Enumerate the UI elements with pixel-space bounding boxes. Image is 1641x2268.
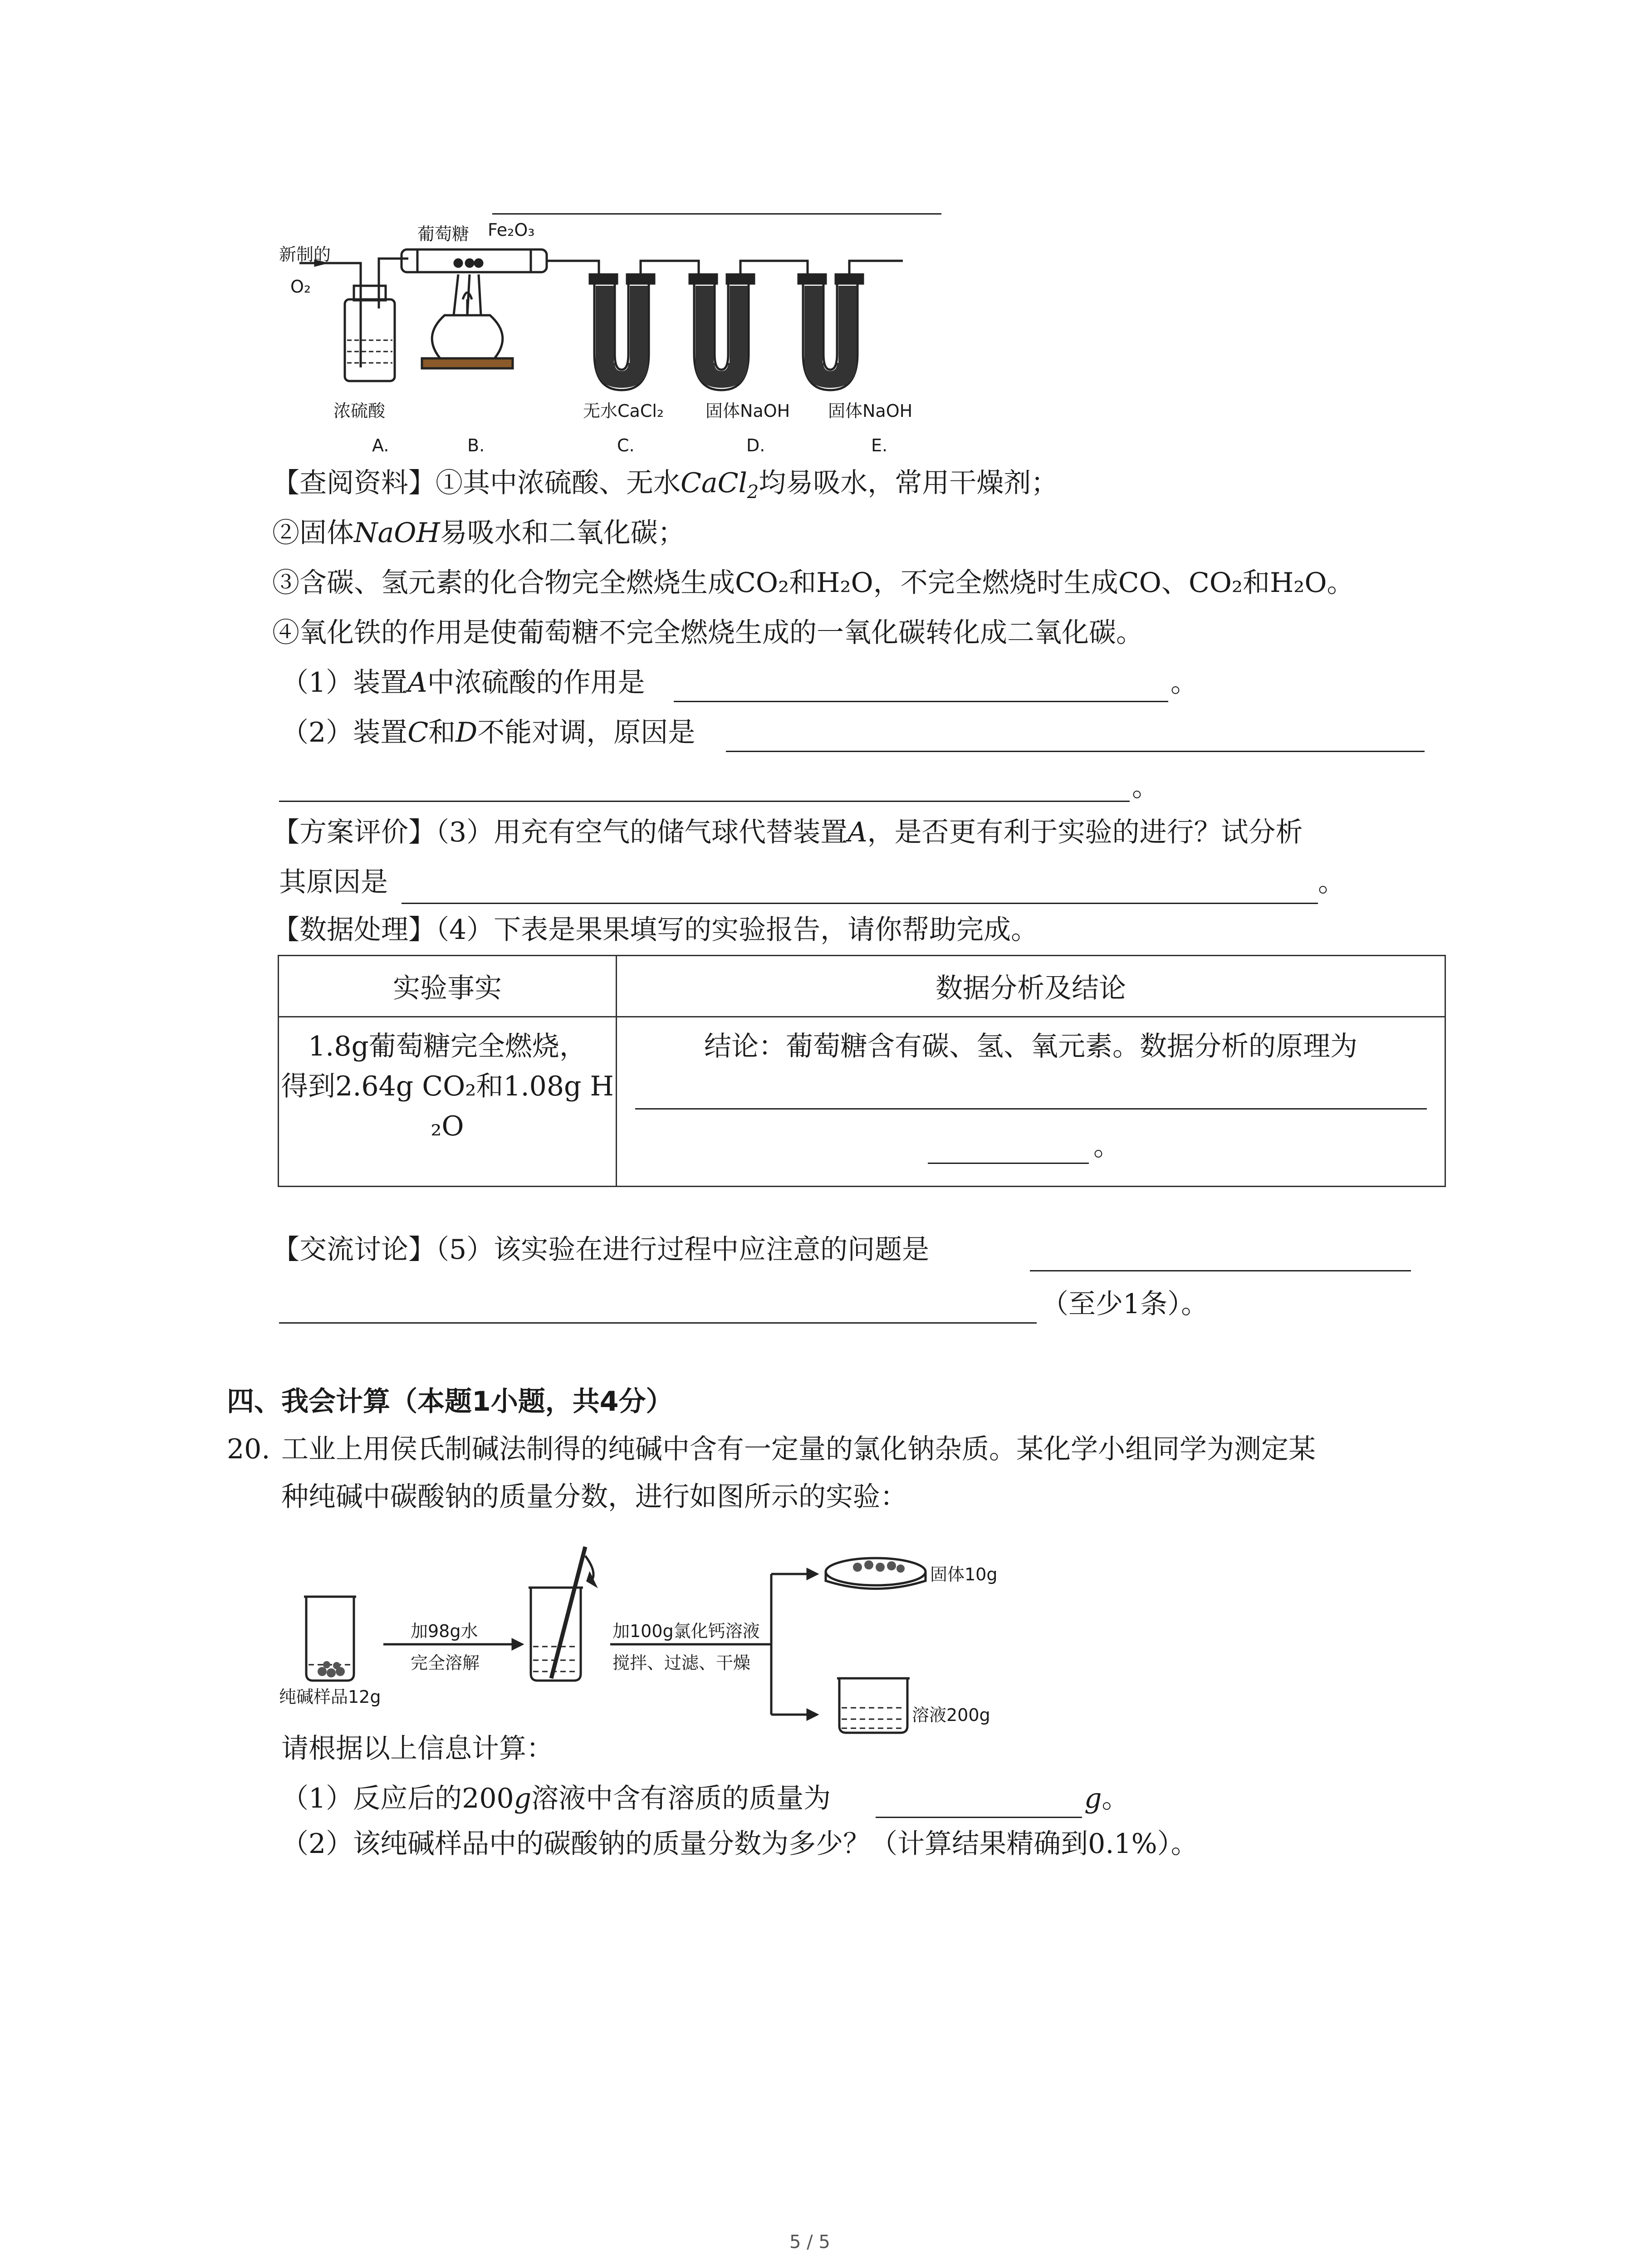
question-20-number: 20. [227,1433,270,1465]
apparatus-diagram [272,218,953,472]
resources-tag: 【查阅资料】 [272,467,436,499]
discussion-tag: 【交流讨论】 [272,1234,436,1266]
header-analysis: 数据分析及结论 [617,956,1445,1017]
resource-line-1: 【查阅资料】①其中浓硫酸、无水CaCl$_2$均易吸水，常用干燥剂； [272,467,1058,503]
question-20-prompt: 请根据以上信息计算： [281,1733,554,1765]
header-fact: 实验事实 [279,956,617,1017]
letter-a: A. [372,435,389,455]
flow-step1-bottom: 完全溶解 [411,1653,480,1673]
resource-line-2: ②固体NaOH易吸水和二氧化碳； [272,517,685,549]
flow-solid-label: 固体10g [930,1564,998,1584]
filtrate-beaker [839,1678,907,1733]
report-data-row [279,1017,1445,1187]
data-processing-tag: 【数据处理】 [272,914,436,946]
label-conc-acid: 浓硫酸 [333,401,386,421]
label-naoh-d: 固体NaOH [705,401,790,421]
letter-b: B. [467,435,485,455]
cell-fact: 1.8g葡萄糖完全燃烧， 得到2.64g CO₂和1.08g H ₂O [279,1017,617,1187]
flow-solution-label: 溶液200g [912,1705,990,1725]
answer-blank-q20-1[interactable] [876,1817,1082,1818]
answer-blank-q4-b[interactable] [928,1163,1089,1164]
answer-blank-q4-a[interactable] [635,1108,1427,1110]
cell-analysis: 结论：葡萄糖含有碳、氢、氧元素。数据分析的原理为 。 [617,1017,1445,1187]
answer-line-top[interactable] [492,213,941,215]
label-naoh-e: 固体NaOH [828,401,913,421]
wash-bottle-a [299,259,408,381]
flow-sample-label: 纯碱样品12g [279,1687,381,1707]
section-4-title: 四、我会计算（本题1小题，共4分） [227,1386,673,1418]
evaporating-dish [826,1558,926,1585]
question-5: 【交流讨论】（5）该实验在进行过程中应注意的问题是 [272,1234,930,1266]
question-3-cont: 其原因是 [279,866,388,898]
answer-blank-q2-a[interactable] [726,751,1425,752]
answer-blank-q1[interactable] [674,701,1168,702]
question-20-stem-1: 工业上用侯氏制碱法制得的纯碱中含有一定量的氯化钠杂质。某化学小组同学为测定某 [281,1433,1316,1465]
report-table [278,955,1446,1187]
u-tube-packing [596,286,857,388]
flow-step2-bottom: 搅拌、过滤、干燥 [612,1653,751,1673]
combustion-tube-b [402,249,585,368]
page-number: 5 / 5 [789,2232,830,2253]
question-2: （2）装置C和D不能对调，原因是 [281,717,696,748]
answer-blank-q5-a[interactable] [1030,1270,1411,1271]
letter-e: E. [871,435,888,455]
question-1: （1）装置A中浓硫酸的作用是 [281,667,645,699]
label-glucose: 葡萄糖 [417,224,470,244]
question-20-sub1: （1）反应后的200g溶液中含有溶质的质量为 [281,1783,831,1814]
report-header-row [279,956,1445,1017]
label-o2-line2: O₂ [290,277,311,297]
answer-blank-q5-b[interactable] [279,1322,1037,1324]
flow-step2-top: 加100g氯化钙溶液 [612,1621,760,1641]
label-cacl2: 无水CaCl₂ [583,401,664,421]
question-20-sub2: （2）该纯碱样品中的碳酸钠的质量分数为多少？（计算结果精确到0.1%）。 [281,1828,1198,1860]
label-o2-line1: 新制的 [279,244,331,264]
label-fe2o3: Fe₂O₃ [488,220,535,240]
sample-beaker [306,1597,354,1681]
answer-blank-q2-b[interactable] [279,801,1130,802]
resource-line-3: ③含碳、氢元素的化合物完全燃烧生成CO₂和H₂O，不完全燃烧时生成CO、CO₂和H₂O。 [272,567,1354,599]
flow-step1-top: 加98g水 [411,1621,478,1641]
question-4: 【数据处理】（4）下表是果果填写的实验报告，请你帮助完成。 [272,914,1038,946]
evaluation-tag: 【方案评价】 [272,816,436,848]
letter-d: D. [746,435,765,455]
question-3: 【方案评价】（3）用充有空气的储气球代替装置A，是否更有利于实验的进行？试分析 [272,816,1303,848]
answer-blank-q3[interactable] [402,903,1318,904]
resource-line-4: ④氧化铁的作用是使葡萄糖不完全燃烧生成的一氧化碳转化成二氧化碳。 [272,617,1143,649]
question-20-sub1-unit: g。 [1084,1783,1129,1814]
letter-c: C. [617,435,635,455]
question-20-stem-2: 种纯碱中碳酸钠的质量分数，进行如图所示的实验： [281,1481,907,1513]
